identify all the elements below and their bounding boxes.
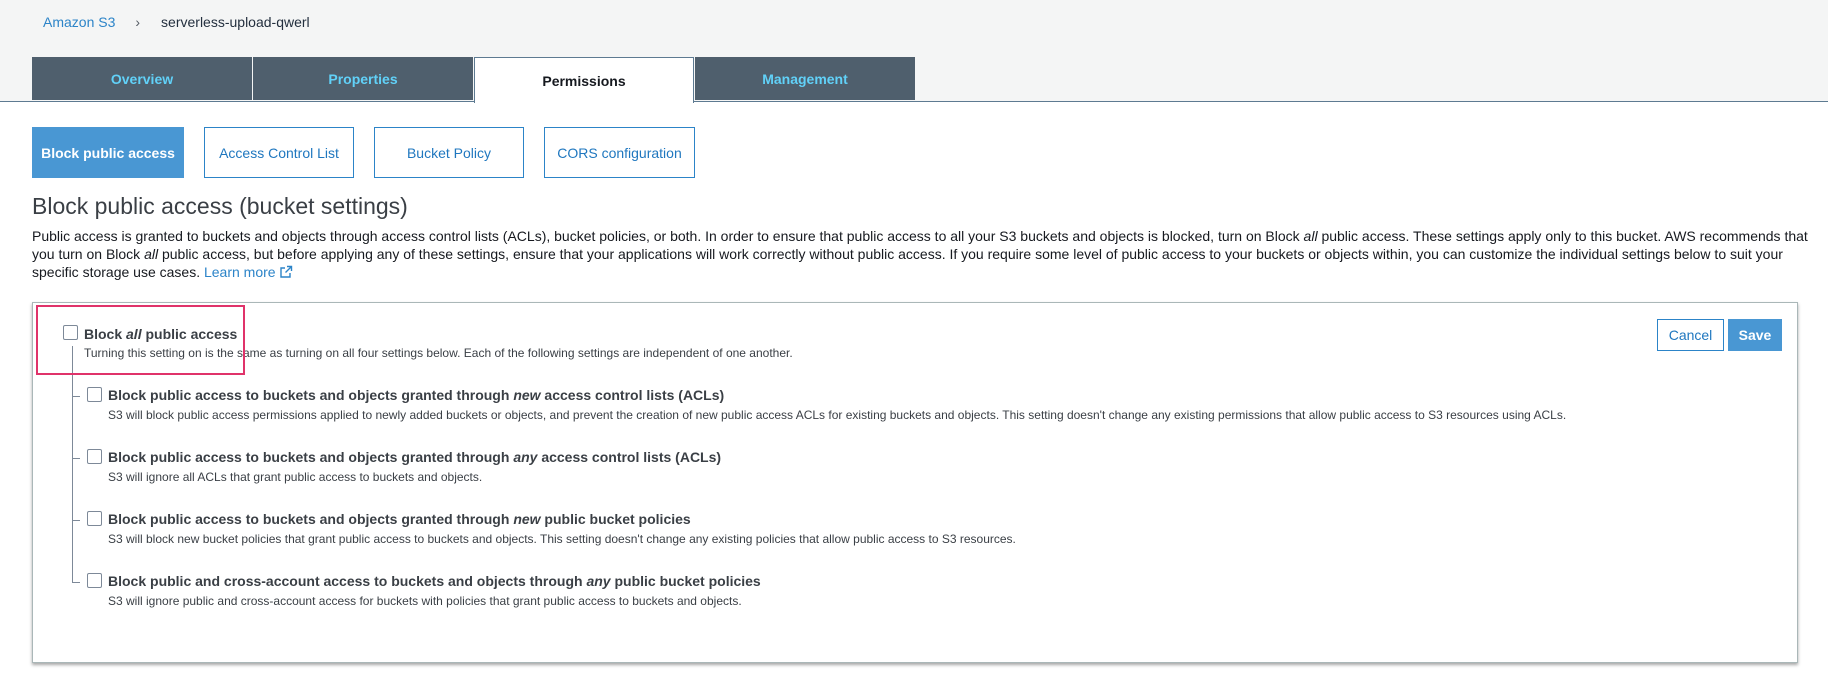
external-link-icon xyxy=(279,265,293,279)
option-new-acl-title xyxy=(108,387,724,403)
option-any-policy-title xyxy=(108,573,761,589)
option-title-post: access control lists (ACLs) xyxy=(537,449,722,465)
tab-properties[interactable]: Properties xyxy=(253,57,473,100)
subtab-access-control-list[interactable]: Access Control List xyxy=(204,127,354,178)
tab-permissions[interactable]: Permissions xyxy=(474,57,694,103)
block-all-title-post: public access xyxy=(141,326,238,342)
option-title-pre: Block public access to buckets and objects granted through xyxy=(108,511,514,527)
option-new-policy-description: S3 will block new bucket policies that grant public access to buckets and objects. This setting doesn't change any existing policies that allow public access to S3 resources. xyxy=(108,532,1016,546)
tree-connector-3 xyxy=(72,520,80,521)
section-title: Block public access (bucket settings) xyxy=(32,193,408,219)
tree-connector-2 xyxy=(72,458,80,459)
block-all-title-pre: Block xyxy=(84,326,127,342)
option-title-post: access control lists (ACLs) xyxy=(540,387,725,403)
option-new-acl-checkbox[interactable] xyxy=(87,387,102,402)
learn-more-label: Learn more xyxy=(203,264,276,280)
option-new-policy-checkbox[interactable] xyxy=(87,511,102,526)
breadcrumb-current: serverless-upload-qwerl xyxy=(161,14,310,30)
cancel-button[interactable]: Cancel xyxy=(1657,319,1724,351)
description-emphasis-2: all xyxy=(144,246,159,262)
block-all-title-em: all xyxy=(126,326,142,342)
section-description xyxy=(32,227,1812,281)
save-button[interactable]: Save xyxy=(1728,319,1782,351)
option-title-em: new xyxy=(513,511,541,527)
description-text-2: public access. These settings apply only to this bucket. AWS recommends that you turn on Block xyxy=(32,228,1808,262)
option-title-pre: Block public and cross-account access to buckets and objects through xyxy=(108,573,587,589)
learn-more-link[interactable] xyxy=(204,264,293,280)
option-title-post: public bucket policies xyxy=(610,573,761,589)
option-any-acl-checkbox[interactable] xyxy=(87,449,102,464)
option-new-acl-description: S3 will block public access permissions applied to newly added buckets or objects, and prevent the creation of new public access ACLs for existing buckets and objects. This setting doesn't change any existing permissions that allow public access to S3 resources using ACLs. xyxy=(108,408,1567,422)
option-any-acl-title xyxy=(108,449,721,465)
breadcrumb-root-link[interactable]: Amazon S3 xyxy=(43,14,116,30)
description-emphasis-1: all xyxy=(1303,228,1318,244)
option-title-em: any xyxy=(586,573,611,589)
tab-underline xyxy=(0,101,1828,102)
tree-connector-line xyxy=(72,346,73,583)
option-title-pre: Block public access to buckets and objects granted through xyxy=(108,387,514,403)
option-any-policy-checkbox[interactable] xyxy=(87,573,102,588)
block-all-description: Turning this setting on is the same as turning on all four settings below. Each of the following settings are independent of one another. xyxy=(84,346,793,360)
tab-overview[interactable]: Overview xyxy=(32,57,252,100)
highlight-box xyxy=(36,305,245,375)
option-title-em: new xyxy=(513,387,541,403)
breadcrumb-separator: › xyxy=(135,14,141,30)
option-title-pre: Block public access to buckets and objects granted through xyxy=(108,449,514,465)
subtab-bucket-policy[interactable]: Bucket Policy xyxy=(374,127,524,178)
option-new-policy-title xyxy=(108,511,691,527)
option-title-em: any xyxy=(513,449,538,465)
tree-connector-1 xyxy=(72,396,80,397)
option-title-post: public bucket policies xyxy=(540,511,691,527)
breadcrumb xyxy=(43,13,310,31)
option-any-acl-description: S3 will ignore all ACLs that grant public access to buckets and objects. xyxy=(108,470,483,484)
subtab-cors-configuration[interactable]: CORS configuration xyxy=(544,127,695,178)
option-any-policy-description: S3 will ignore public and cross-account access for buckets with policies that grant public access to buckets and objects. xyxy=(108,594,742,608)
tab-management[interactable]: Management xyxy=(695,57,915,100)
description-text-1: Public access is granted to buckets and objects through access control lists (ACLs), bucket policies, or both. In order to ensure that public access to all your S3 buckets and objects is blocked, turn on Block xyxy=(32,228,1304,244)
tree-connector-4 xyxy=(72,582,80,583)
subtab-block-public-access[interactable]: Block public access xyxy=(32,127,184,178)
description-text-3: public access, but before applying any of these settings, ensure that your applications will work correctly without public access. If you require some level of public access to your buckets or objects within, you can customize the individual settings below to suit your specific storage use cases. xyxy=(32,246,1783,280)
